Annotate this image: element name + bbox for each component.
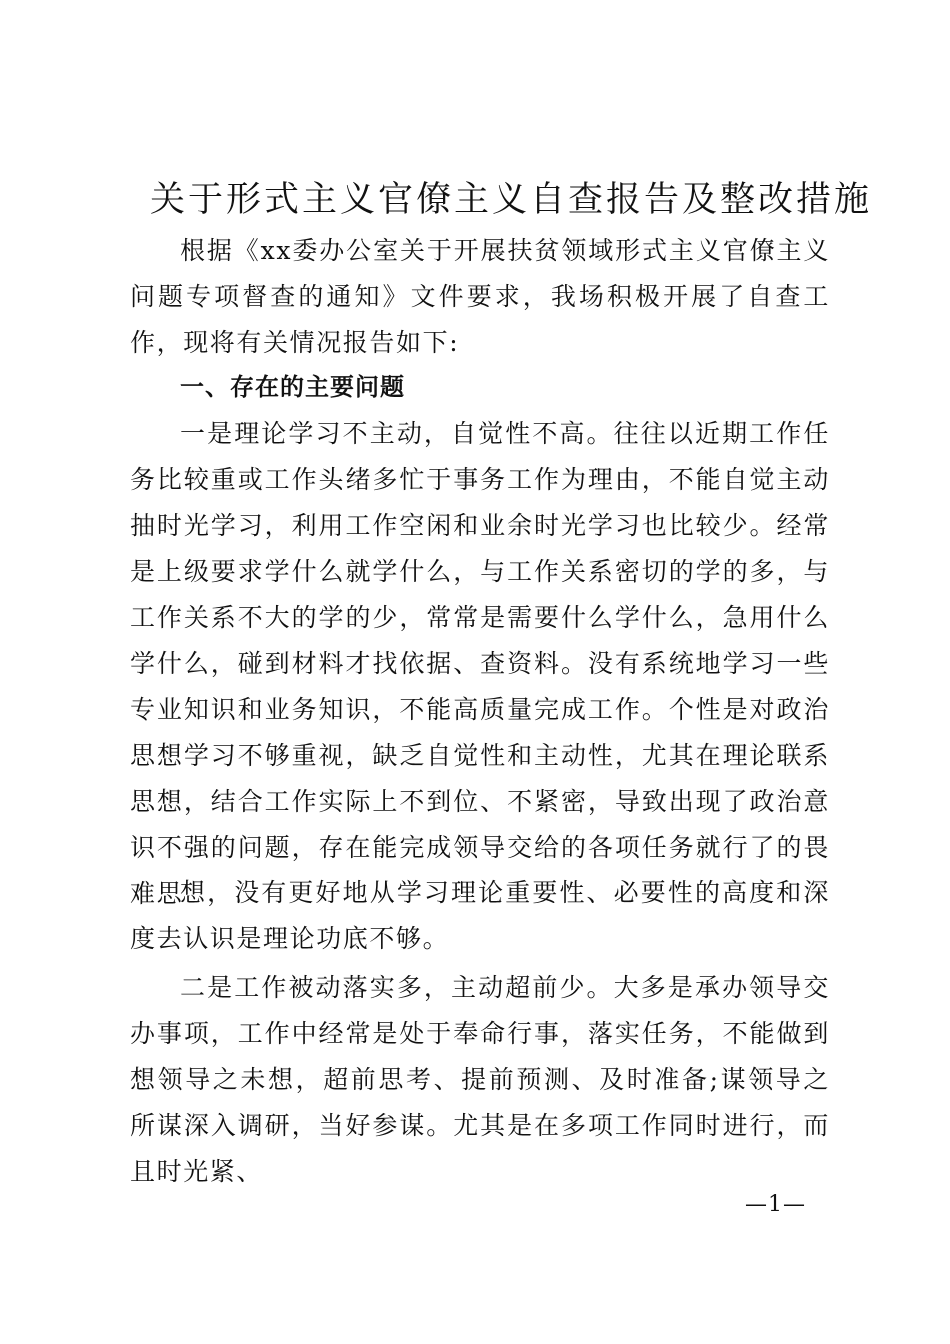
- paragraph-two: 二是工作被动落实多，主动超前少。大多是承办领导交办事项，工作中经常是处于奉命行事，落实任务，不能做到想领导之未想，超前思考、提前预测、及时准备;谋领导之所谋深入调研，当好参谋。尤其是在多项工作同时进行，而且时光紧、: [130, 973, 830, 1186]
- section-heading: 一、存在的主要问题: [180, 373, 405, 401]
- document-title: 关于形式主义官僚主义自查报告及整改措施: [150, 180, 873, 220]
- intro-paragraph: 根据《xx委办公室关于开展扶贫领域形式主义官僚主义问题专项督查的通知》文件要求，我场积极开展了自查工作，现将有关情况报告如下:: [130, 236, 830, 357]
- paragraph-one: 一是理论学习不主动，自觉性不高。往往以近期工作任务比较重或工作头绪多忙于事务工作为理由，不能自觉主动抽时光学习，利用工作空闲和业余时光学习也比较少。经常是上级要求学什么就学什么，与工作关系密切的学的多，与工作关系不大的学的少，常常是需要什么学什么，急用什么学什么，碰到材料才找依据、查资料。没有系统地学习一些专业知识和业务知识，不能高质量完成工作。个性是对政治思想学习不够重视，缺乏自觉性和主动性，尤其在理论联系思想，结合工作实际上不到位、不紧密，导致出现了政治意识不强的问题，存在能完成领导交给的各项任务就行了的畏难思: [130, 419, 830, 908]
- paragraph-one-continued: 想，没有更好地从学习理论重要性、必要性的高度和深度去认识是理论功底不够。: [130, 878, 830, 953]
- page-number: —1—: [745, 1192, 806, 1217]
